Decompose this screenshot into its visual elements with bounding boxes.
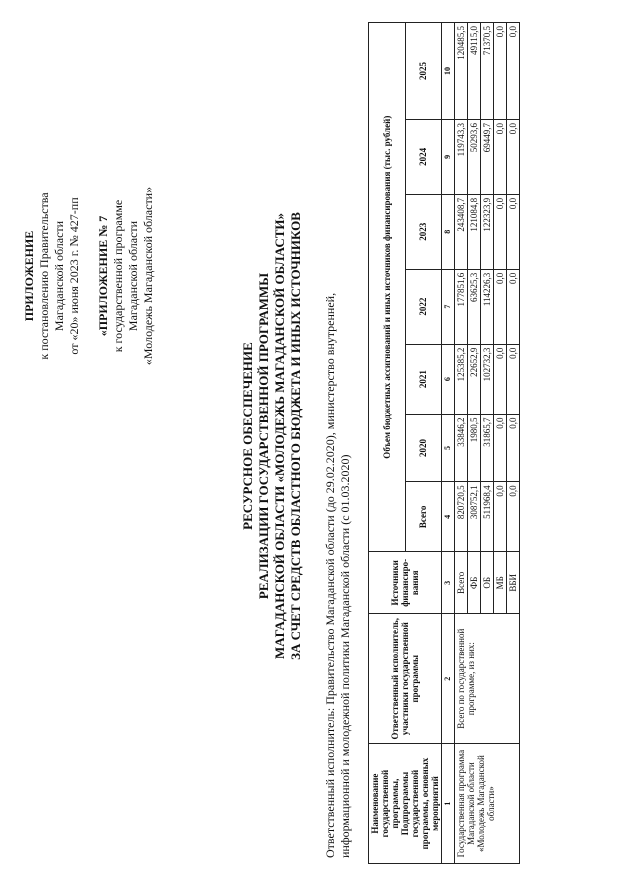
header-funding-volume: Объем бюджетных ассигнований и иных источников финансирования (тыс. рублей) (369, 23, 406, 552)
value-cell: 125385,2 (455, 344, 468, 414)
value-cell: 120485,5 (455, 23, 468, 120)
executor-line-2: информационной и молодежной политики Магаданской области (с 01.03.2020) (338, 454, 352, 858)
header-executor: Ответственный исполнитель, участники государственной программы (369, 614, 442, 744)
value-cell: 0,0 (494, 414, 507, 482)
value-cell: 243408,7 (455, 194, 468, 269)
header-year: 2020 (405, 414, 442, 482)
program-name-cell: Государственная программа Магаданской области «Молодежь Магаданской области» (455, 744, 520, 864)
responsible-executor (323, 18, 353, 858)
value-cell: 69449,7 (481, 119, 494, 194)
appendix-program-line: к государственной программе (111, 199, 125, 353)
table-row (455, 23, 468, 864)
document-title (240, 26, 304, 846)
column-number: 10 (442, 23, 455, 120)
value-cell: 177851,6 (455, 269, 468, 344)
header-year: 2022 (405, 269, 442, 344)
column-number: 4 (442, 482, 455, 552)
appendix-heading: ПРИЛОЖЕНИЕ (22, 230, 36, 322)
column-number: 5 (442, 414, 455, 482)
value-cell: 33846,2 (455, 414, 468, 482)
header-row-1 (369, 23, 406, 864)
resource-table (368, 22, 520, 864)
column-number: 3 (442, 552, 455, 614)
value-cell: 0,0 (507, 269, 520, 344)
value-cell: 820720,5 (455, 482, 468, 552)
header-total: Всего (405, 482, 442, 552)
value-cell: 121084,8 (468, 194, 481, 269)
value-cell: 0,0 (507, 344, 520, 414)
value-cell: 49115,0 (468, 23, 481, 120)
value-cell: 0,0 (494, 269, 507, 344)
value-cell: 1980,5 (468, 414, 481, 482)
value-cell: 50293,6 (468, 119, 481, 194)
header-year: 2024 (405, 119, 442, 194)
value-cell: 0,0 (494, 482, 507, 552)
value-cell: 0,0 (507, 482, 520, 552)
column-number: 6 (442, 344, 455, 414)
source-cell: Всего (455, 552, 468, 614)
value-cell: 122323,9 (481, 194, 494, 269)
value-cell: 71370,5 (481, 23, 494, 120)
appendix-number: «ПРИЛОЖЕНИЕ № 7 (96, 215, 110, 337)
value-cell: 0,0 (507, 119, 520, 194)
source-cell: ФБ (468, 552, 481, 614)
header-year: 2021 (405, 344, 442, 414)
value-cell: 0,0 (507, 23, 520, 120)
header-year: 2023 (405, 194, 442, 269)
value-cell: 119743,3 (455, 119, 468, 194)
executor-cell: Всего по государственной программе, из них: (455, 614, 520, 744)
value-cell: 0,0 (507, 194, 520, 269)
header-year: 2025 (405, 23, 442, 120)
value-cell: 114226,3 (481, 269, 494, 344)
value-cell: 0,0 (494, 344, 507, 414)
appendix-date-line: от «20» июня 2023 г. № 427-пп (67, 197, 81, 355)
header-program-name: Наименование государственной программы, Подпрограммы государственной программы, основных мероприятий (369, 744, 442, 864)
source-cell: МБ (494, 552, 507, 614)
value-cell: 0,0 (494, 119, 507, 194)
appendix-program-name: «Молодежь Магаданской области» (141, 186, 155, 366)
title-line-4: ЗА СЧЕТ СРЕДСТВ ОБЛАСТНОГО БЮДЖЕТА И ИНЫХ ИСТОЧНИКОВ (288, 212, 303, 660)
title-line-1: РЕСУРСНОЕ ОБЕСПЕЧЕНИЕ (240, 342, 255, 530)
value-cell: 0,0 (494, 194, 507, 269)
value-cell: 31865,7 (481, 414, 494, 482)
value-cell: 102732,3 (481, 344, 494, 414)
column-number: 7 (442, 269, 455, 344)
column-number: 2 (442, 614, 455, 744)
title-line-3: МАГАДАНСКОЙ ОБЛАСТИ «МОЛОДЕЖЬ МАГАДАНСКОЙ ОБЛАСТИ» (272, 212, 287, 660)
executor-line-1: Ответственный исполнитель: Правительство Магаданской области (до 29.02.2020), министерство внутренней, (323, 292, 337, 858)
header-funding-source: Источники финансиро-вания (369, 552, 442, 614)
value-cell: 308752,1 (468, 482, 481, 552)
column-number: 1 (442, 744, 455, 864)
value-cell: 0,0 (507, 414, 520, 482)
appendix-decree-line: к постановлению Правительства (37, 192, 51, 360)
value-cell: 0,0 (494, 23, 507, 120)
column-number: 9 (442, 119, 455, 194)
source-cell: ВБИ (507, 552, 520, 614)
appendix-region-line-2: Магаданской области (126, 220, 140, 332)
value-cell: 63625,3 (468, 269, 481, 344)
source-cell: ОБ (481, 552, 494, 614)
column-number-row (442, 23, 455, 864)
title-line-2: РЕАЛИЗАЦИИ ГОСУДАРСТВЕННОЙ ПРОГРАММЫ (256, 272, 271, 600)
appendix-region-line: Магаданской области (52, 220, 66, 332)
value-cell: 22652,9 (468, 344, 481, 414)
column-number: 8 (442, 194, 455, 269)
appendix-block (22, 146, 156, 406)
value-cell: 511968,4 (481, 482, 494, 552)
